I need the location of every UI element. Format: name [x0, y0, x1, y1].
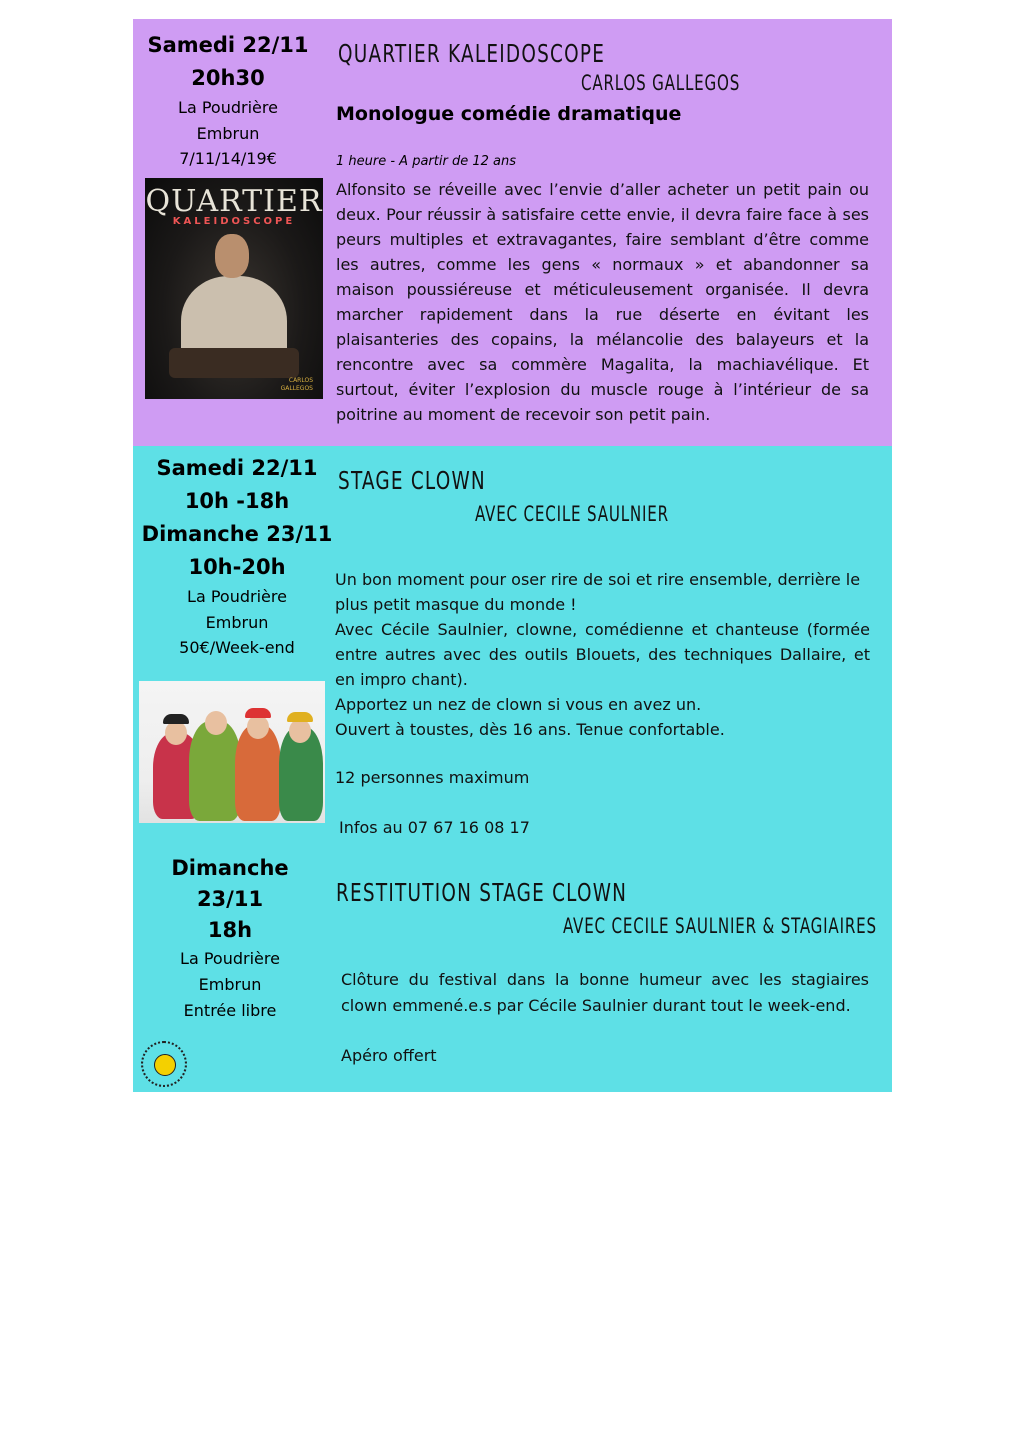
- event-stage-clown: [133, 446, 892, 1092]
- event1-venue: La Poudrière: [178, 98, 278, 117]
- event1-author: CARLOS GALLEGOS: [581, 71, 741, 95]
- event3-day: Dimanche: [171, 856, 289, 880]
- event3-schedule: [133, 853, 327, 1024]
- event2-subtitle: AVEC CECILE SAULNIER: [475, 502, 669, 526]
- event2-para3: Apportez un nez de clown si vous en avez un.: [335, 695, 702, 714]
- event1-description: Alfonsito se réveille avec l’envie d’aller acheter un petit pain ou deux. Pour réussir à satisfaire cette envie, il devra faire face à ses peurs multiples et extravagantes, faire semblant d’être comme les autres, comme les gens « normaux » et abandonner sa maison poussiéreuse et méticuleusement organisée. Il devra marcher rapidement dans la rue déserte en évitant les plaisanteries des copains, la mélancolie des balayeurs et la rencontre avec sa commère Magalita, la machiavélique. Et surtout, éviter l’explosion du muscle rouge à l’intérieur de sa poitrine au moment de recevoir son petit pain.: [336, 180, 869, 424]
- poster-credit: CARLOS GALLEGOS: [280, 377, 313, 392]
- festival-logo-icon: [141, 1041, 187, 1087]
- event1-date: Samedi 22/11: [147, 33, 309, 57]
- event1-schedule: [133, 29, 323, 172]
- event3-town: Embrun: [198, 975, 262, 994]
- event3-description: Clôture du festival dans la bonne humeur avec les stagiaires clown emmené.e.s par Cécile Saulnier durant tout le week-end.: [341, 970, 869, 1015]
- event3-title: RESTITUTION STAGE CLOWN: [336, 878, 628, 907]
- poster-title: QUARTIER: [145, 184, 323, 219]
- poster-figure-chair: [169, 348, 299, 378]
- event2-venue: La Poudrière: [187, 587, 287, 606]
- event1-time: 20h30: [191, 66, 265, 90]
- event2-para4: Ouvert à toustes, dès 16 ans. Tenue confortable.: [335, 720, 725, 739]
- event2-para1: Un bon moment pour oser rire de soi et rire ensemble, derrière le plus petit masque du monde !: [335, 570, 861, 614]
- event2-title: STAGE CLOWN: [338, 466, 486, 495]
- event2-schedule: [133, 452, 341, 661]
- event3-extra: Apéro offert: [341, 1046, 437, 1065]
- event3-subtitle: AVEC CECILE SAULNIER & STAGIAIRES: [563, 914, 877, 938]
- event2-capacity: 12 personnes maximum: [335, 768, 530, 787]
- event2-para2: Avec Cécile Saulnier, clowne, comédienne et chanteuse (formée entre autres avec des outils Blouets, des techniques Dallaire, et en impro chant).: [335, 620, 870, 689]
- poster-subtitle: KALEIDOSCOPE: [172, 216, 296, 227]
- event2-date-sat: Samedi 22/11: [156, 456, 318, 480]
- event2-date-sun: Dimanche 23/11: [141, 522, 333, 546]
- event3-date: 23/11: [196, 887, 264, 911]
- quartier-poster-image: [145, 178, 323, 399]
- event2-time-sat: 10h -18h: [184, 489, 290, 513]
- poster-figure-head: [215, 234, 249, 278]
- event3-time: 18h: [207, 918, 253, 942]
- event2-price: 50€/Week-end: [179, 638, 295, 657]
- clown-group-photo: [139, 681, 325, 823]
- event2-town: Embrun: [205, 612, 269, 632]
- event1-price: 7/11/14/19€: [179, 149, 277, 168]
- event1-town: Embrun: [196, 123, 260, 143]
- event2-description: [335, 567, 870, 742]
- event1-meta: 1 heure - A partir de 12 ans: [336, 154, 516, 169]
- event3-price: Entrée libre: [183, 1001, 277, 1020]
- event1-genre: Monologue comédie dramatique: [336, 103, 682, 125]
- event-quartier-kaleidoscope: [133, 19, 892, 446]
- event2-time-sun: 10h-20h: [188, 555, 286, 579]
- event2-infos: Infos au 07 67 16 08 17: [339, 818, 530, 837]
- event1-title: QUARTIER KALEIDOSCOPE: [338, 39, 606, 68]
- event3-venue: La Poudrière: [180, 949, 280, 968]
